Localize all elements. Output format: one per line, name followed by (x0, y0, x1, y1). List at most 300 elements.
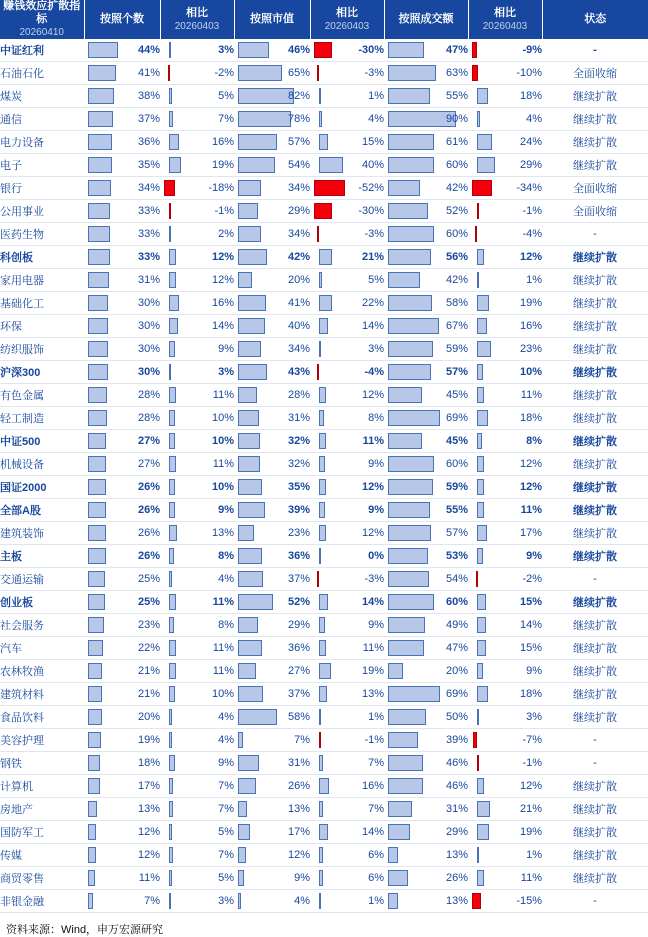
change-bar-positive (477, 479, 484, 495)
cell-mcap (234, 614, 310, 637)
value-label: 21% (137, 688, 160, 700)
change-label: 8% (368, 412, 384, 424)
cell-mcap-change (310, 545, 384, 568)
cell-count-change (160, 154, 234, 177)
cell-turnover-change (468, 154, 542, 177)
level-bar (88, 778, 100, 794)
change-label: 12% (361, 527, 384, 539)
cell-mcap-change (310, 499, 384, 522)
change-bar-positive (169, 686, 175, 702)
change-bar-positive (169, 502, 174, 518)
header-name-title: 赚钱效应扩散指标 (3, 0, 81, 25)
cell-mcap (234, 775, 310, 798)
change-label: -4% (364, 366, 384, 378)
change-label: -10% (516, 67, 542, 79)
cell-count-change (160, 867, 234, 890)
cell-mcap (234, 430, 310, 453)
level-bar (88, 502, 106, 518)
level-bar (238, 433, 260, 449)
cell-turnover (384, 384, 468, 407)
cell-state: 继续扩散 (542, 384, 648, 407)
cell-state: - (542, 568, 648, 591)
value-label: 20% (445, 665, 468, 677)
change-label: 10% (519, 366, 542, 378)
cell-count (84, 39, 160, 62)
cell-count (84, 131, 160, 154)
cell-turnover (384, 775, 468, 798)
value-label: 28% (287, 389, 310, 401)
value-label: 52% (445, 205, 468, 217)
value-label: 45% (445, 435, 468, 447)
cell-count (84, 246, 160, 269)
level-bar (88, 893, 93, 909)
cell-turnover (384, 453, 468, 476)
change-label: 3% (218, 895, 234, 907)
change-bar-positive (319, 410, 324, 426)
table-row (0, 246, 648, 269)
level-bar (388, 870, 408, 886)
change-bar-positive (477, 157, 494, 173)
change-label: -3% (364, 67, 384, 79)
change-bar-positive (319, 341, 321, 357)
cell-count-change (160, 821, 234, 844)
change-bar-negative (169, 203, 171, 219)
change-bar-positive (477, 364, 483, 380)
change-bar-negative (472, 180, 492, 196)
cell-mcap (234, 660, 310, 683)
level-bar (88, 364, 108, 380)
cell-state: 继续扩散 (542, 614, 648, 637)
cell-count (84, 844, 160, 867)
change-label: -34% (516, 182, 542, 194)
level-bar (388, 272, 420, 288)
cell-count (84, 200, 160, 223)
value-label: 38% (137, 90, 160, 102)
change-label: 14% (361, 596, 384, 608)
cell-state: 继续扩散 (542, 522, 648, 545)
cell-turnover-change (468, 384, 542, 407)
cell-mcap-change (310, 338, 384, 361)
value-label: 37% (287, 573, 310, 585)
cell-mcap-change (310, 660, 384, 683)
cell-turnover (384, 660, 468, 683)
header-name (0, 0, 84, 39)
level-bar (88, 594, 105, 610)
level-bar (88, 686, 102, 702)
level-bar (238, 295, 266, 311)
row-label: 交通运输 (0, 568, 84, 591)
value-label: 46% (445, 757, 468, 769)
level-bar (238, 249, 267, 265)
level-bar (238, 203, 258, 219)
value-label: 13% (137, 803, 160, 815)
level-bar (238, 180, 261, 196)
change-label: 9% (368, 458, 384, 470)
change-label: 7% (218, 780, 234, 792)
cell-count (84, 476, 160, 499)
cell-state: 继续扩散 (542, 660, 648, 683)
cell-mcap (234, 223, 310, 246)
change-bar-positive (169, 88, 172, 104)
cell-turnover-change (468, 706, 542, 729)
cell-turnover (384, 292, 468, 315)
level-bar (388, 479, 433, 495)
cell-mcap (234, 752, 310, 775)
cell-turnover-change (468, 844, 542, 867)
cell-count-change (160, 338, 234, 361)
cell-turnover (384, 131, 468, 154)
change-label: 12% (211, 251, 234, 263)
table-row (0, 108, 648, 131)
value-label: 28% (137, 412, 160, 424)
value-label: 57% (445, 366, 468, 378)
row-label: 钢铁 (0, 752, 84, 775)
cell-count (84, 85, 160, 108)
cell-turnover-change (468, 499, 542, 522)
cell-turnover (384, 522, 468, 545)
cell-turnover-change (468, 660, 542, 683)
level-bar (88, 801, 97, 817)
value-label: 60% (445, 159, 468, 171)
change-bar-negative (317, 571, 319, 587)
cell-turnover (384, 890, 468, 913)
value-label: 36% (137, 136, 160, 148)
cell-mcap (234, 844, 310, 867)
change-bar-positive (477, 272, 479, 288)
change-label: 16% (211, 136, 234, 148)
change-bar-negative (314, 42, 332, 58)
change-label: 8% (218, 550, 234, 562)
change-bar-positive (477, 824, 488, 840)
cell-count-change (160, 798, 234, 821)
value-label: 31% (445, 803, 468, 815)
value-label: 34% (287, 343, 310, 355)
level-bar (238, 364, 267, 380)
cell-count (84, 591, 160, 614)
cell-count-change (160, 361, 234, 384)
cell-state: 继续扩散 (542, 131, 648, 154)
value-label: 60% (445, 596, 468, 608)
change-label: 6% (368, 849, 384, 861)
cell-mcap-change (310, 729, 384, 752)
change-bar-negative (472, 42, 477, 58)
cell-state: 全面收缩 (542, 200, 648, 223)
level-bar (238, 778, 256, 794)
level-bar (388, 295, 432, 311)
cell-mcap (234, 62, 310, 85)
change-bar-positive (319, 157, 343, 173)
cell-count-change (160, 476, 234, 499)
change-bar-positive (319, 548, 321, 564)
cell-state: 继续扩散 (542, 706, 648, 729)
header-mcap-change-title: 相比 (336, 6, 358, 19)
cell-count-change (160, 614, 234, 637)
cell-count-change (160, 315, 234, 338)
cell-turnover-change (468, 545, 542, 568)
cell-mcap-change (310, 361, 384, 384)
change-bar-positive (169, 870, 172, 886)
change-bar-positive (477, 686, 488, 702)
level-bar (238, 732, 243, 748)
change-label: 12% (519, 780, 542, 792)
cell-turnover (384, 545, 468, 568)
value-label: 33% (137, 228, 160, 240)
change-label: -15% (516, 895, 542, 907)
row-label: 建筑材料 (0, 683, 84, 706)
change-bar-positive (169, 709, 171, 725)
value-label: 42% (287, 251, 310, 263)
change-bar-positive (319, 847, 323, 863)
level-bar (238, 686, 263, 702)
cell-state: 继续扩散 (542, 430, 648, 453)
cell-mcap-change (310, 246, 384, 269)
value-label: 26% (137, 481, 160, 493)
cell-count (84, 706, 160, 729)
value-label: 47% (445, 642, 468, 654)
level-bar (238, 594, 273, 610)
cell-mcap-change (310, 890, 384, 913)
cell-turnover-change (468, 39, 542, 62)
cell-turnover-change (468, 798, 542, 821)
cell-state: 继续扩散 (542, 269, 648, 292)
change-bar-positive (169, 525, 177, 541)
change-bar-positive (169, 111, 173, 127)
cell-turnover-change (468, 890, 542, 913)
row-label: 电子 (0, 154, 84, 177)
change-label: 40% (361, 159, 384, 171)
level-bar (388, 364, 431, 380)
change-label: 23% (519, 343, 542, 355)
table-row (0, 729, 648, 752)
row-label: 环保 (0, 315, 84, 338)
cell-mcap (234, 821, 310, 844)
change-bar-positive (477, 801, 490, 817)
value-label: 22% (137, 642, 160, 654)
header-turnover-change-date: 20260403 (482, 20, 528, 32)
change-bar-positive (319, 318, 327, 334)
change-label: 5% (218, 90, 234, 102)
cell-turnover-change (468, 752, 542, 775)
cell-turnover-change (468, 315, 542, 338)
cell-count (84, 223, 160, 246)
value-label: 82% (287, 90, 310, 102)
change-bar-positive (169, 571, 171, 587)
change-bar-negative (472, 893, 481, 909)
cell-mcap (234, 361, 310, 384)
cell-mcap-change (310, 39, 384, 62)
cell-turnover (384, 407, 468, 430)
table-row (0, 39, 648, 62)
change-bar-positive (319, 755, 323, 771)
header-count-title: 按照个数 (100, 13, 144, 25)
change-bar-negative (473, 732, 477, 748)
header-mcap (234, 0, 310, 39)
cell-turnover-change (468, 430, 542, 453)
cell-turnover (384, 568, 468, 591)
level-bar (88, 387, 107, 403)
value-label: 34% (287, 182, 310, 194)
level-bar (88, 272, 109, 288)
level-bar (388, 525, 431, 541)
change-bar-positive (169, 663, 176, 679)
cell-turnover-change (468, 775, 542, 798)
change-label: 1% (368, 90, 384, 102)
level-bar (388, 203, 428, 219)
cell-count-change (160, 453, 234, 476)
cell-count-change (160, 223, 234, 246)
level-bar (238, 111, 291, 127)
level-bar (88, 479, 106, 495)
level-bar (88, 134, 112, 150)
cell-mcap (234, 39, 310, 62)
level-bar (388, 226, 434, 242)
level-bar (388, 456, 434, 472)
cell-mcap (234, 499, 310, 522)
change-bar-positive (169, 134, 179, 150)
cell-mcap-change (310, 683, 384, 706)
header-name-date: 20260410 (19, 27, 64, 38)
value-label: 69% (445, 412, 468, 424)
level-bar (388, 893, 398, 909)
change-bar-positive (477, 548, 482, 564)
header-turnover-change-title: 相比 (494, 6, 516, 19)
cell-turnover-change (468, 246, 542, 269)
change-bar-positive (477, 249, 484, 265)
level-bar (238, 456, 260, 472)
cell-state: 继续扩散 (542, 453, 648, 476)
level-bar (388, 847, 398, 863)
value-label: 61% (445, 136, 468, 148)
row-label: 农林牧渔 (0, 660, 84, 683)
change-label: 19% (519, 826, 542, 838)
row-label: 创业板 (0, 591, 84, 614)
value-label: 9% (294, 872, 310, 884)
value-label: 41% (287, 297, 310, 309)
cell-state: - (542, 890, 648, 913)
row-label: 非银金融 (0, 890, 84, 913)
level-bar (388, 640, 424, 656)
value-label: 31% (287, 412, 310, 424)
cell-count-change (160, 384, 234, 407)
cell-mcap-change (310, 223, 384, 246)
header-mcap-title: 按照市值 (250, 13, 294, 25)
cell-mcap (234, 85, 310, 108)
change-label: 7% (218, 113, 234, 125)
row-label: 基础化工 (0, 292, 84, 315)
change-label: 12% (519, 251, 542, 263)
table-row (0, 568, 648, 591)
level-bar (388, 134, 434, 150)
level-bar (238, 42, 269, 58)
cell-state: 继续扩散 (542, 844, 648, 867)
cell-turnover-change (468, 177, 542, 200)
row-label: 沪深300 (0, 361, 84, 384)
level-bar (388, 801, 412, 817)
change-bar-positive (169, 42, 171, 58)
change-bar-positive (477, 778, 484, 794)
cell-turnover (384, 499, 468, 522)
cell-mcap (234, 476, 310, 499)
value-label: 57% (445, 527, 468, 539)
table-row (0, 867, 648, 890)
cell-turnover (384, 338, 468, 361)
cell-count-change (160, 131, 234, 154)
change-label: 12% (361, 481, 384, 493)
header-count-change-title: 相比 (186, 6, 208, 19)
cell-mcap-change (310, 453, 384, 476)
cell-turnover-change (468, 683, 542, 706)
table-row (0, 683, 648, 706)
change-label: -52% (358, 182, 384, 194)
table-row (0, 752, 648, 775)
row-label: 计算机 (0, 775, 84, 798)
change-label: 11% (212, 642, 234, 654)
cell-mcap (234, 890, 310, 913)
change-bar-positive (169, 617, 174, 633)
value-label: 21% (137, 665, 160, 677)
level-bar (238, 709, 277, 725)
level-bar (388, 732, 418, 748)
level-bar (388, 709, 426, 725)
change-bar-positive (319, 111, 321, 127)
cell-count-change (160, 660, 234, 683)
value-label: 29% (287, 205, 310, 217)
change-bar-positive (477, 617, 485, 633)
cell-count (84, 614, 160, 637)
cell-mcap (234, 637, 310, 660)
change-label: 5% (218, 826, 234, 838)
cell-state: 继续扩散 (542, 361, 648, 384)
cell-mcap (234, 131, 310, 154)
row-label: 传媒 (0, 844, 84, 867)
change-bar-positive (169, 548, 174, 564)
level-bar (388, 341, 433, 357)
value-label: 90% (445, 113, 468, 125)
value-label: 35% (287, 481, 310, 493)
change-bar-positive (319, 502, 324, 518)
change-label: 7% (368, 757, 384, 769)
value-label: 41% (137, 67, 160, 79)
change-label: 4% (368, 113, 384, 125)
level-bar (88, 433, 106, 449)
cell-count-change (160, 522, 234, 545)
level-bar (88, 709, 102, 725)
table-row (0, 545, 648, 568)
table-row (0, 614, 648, 637)
level-bar (238, 870, 244, 886)
change-label: -1% (522, 205, 542, 217)
change-bar-positive (319, 663, 330, 679)
change-label: -7% (522, 734, 542, 746)
cell-mcap (234, 108, 310, 131)
table-row (0, 361, 648, 384)
change-label: 1% (526, 274, 542, 286)
change-bar-positive (477, 456, 484, 472)
change-label: 14% (361, 320, 384, 332)
cell-mcap-change (310, 568, 384, 591)
value-label: 57% (287, 136, 310, 148)
change-label: 13% (361, 688, 384, 700)
level-bar (238, 847, 246, 863)
level-bar (238, 502, 265, 518)
cell-turnover (384, 637, 468, 660)
cell-count-change (160, 568, 234, 591)
header-mcap-change-date: 20260403 (324, 20, 370, 32)
change-label: 15% (519, 642, 542, 654)
cell-turnover-change (468, 131, 542, 154)
change-bar-positive (169, 387, 176, 403)
change-bar-positive (477, 318, 487, 334)
